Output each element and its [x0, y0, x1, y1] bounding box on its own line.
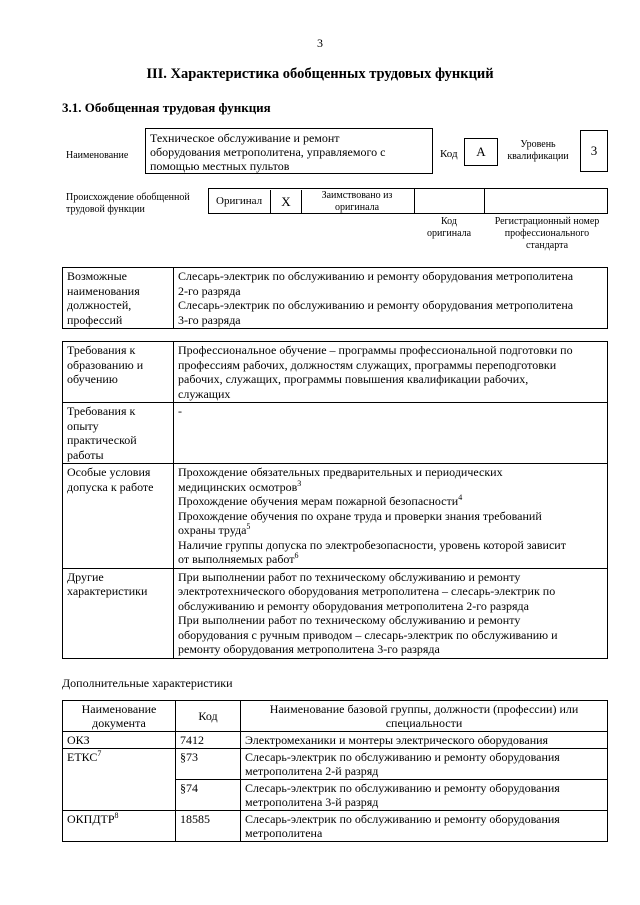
origin-divider: [414, 188, 415, 214]
footnote-mark: 6: [294, 551, 299, 560]
doc-cell: ОКПДТР$^8$: [63, 811, 176, 842]
code-cell: 18585: [176, 811, 241, 842]
label-line: практической: [67, 433, 137, 447]
level-value: 3: [590, 143, 598, 158]
borrowed-label-line: оригинала: [334, 202, 380, 213]
qualification-level-label: [502, 139, 574, 163]
registration-number-caption: [486, 216, 608, 252]
footnote-mark: 4: [458, 493, 463, 502]
origin-label: [66, 192, 190, 216]
footnote-mark: 3: [297, 478, 302, 488]
value-line: -: [178, 404, 182, 418]
value-line: 3-го разряда: [178, 312, 241, 327]
col-header-name: Наименование базовой группы, должности (профессии) или специальности: [241, 701, 608, 732]
label-line: профессий: [67, 312, 123, 327]
code-cell: §74: [176, 780, 241, 811]
admission-label: [63, 464, 174, 569]
col-header-document: Наименование документа: [63, 701, 176, 732]
positions-value: [174, 268, 608, 329]
name-label: Наименование: [66, 150, 129, 161]
subsection-title: 3.1. Обобщенная трудовая функция: [62, 100, 271, 115]
col-header-code: Код: [176, 701, 241, 732]
education-label: [63, 342, 174, 403]
footnote-mark: 8: [114, 811, 119, 820]
code-label: Код: [440, 148, 458, 160]
value-line: Слесарь-электрик по обслуживанию и ремонту оборудования метрополитена: [178, 298, 574, 312]
function-name-box: [145, 128, 433, 174]
value-line: медицинских осмотров$^3$: [178, 478, 302, 494]
value-line: рабочих, служащих, программы повышения квалификации рабочих,: [178, 372, 529, 386]
value-line: от выполняемых работ$^6$: [178, 551, 299, 566]
label-line: Другие: [67, 569, 104, 584]
level-label-line: квалификации: [507, 151, 569, 162]
value-line: При выполнении работ по техническому обслуживанию и ремонту: [178, 613, 521, 627]
value-line: Профессиональное обучение – программы профессиональной подготовки по: [178, 343, 573, 357]
name-cell: Электромеханики и монтеры электрического оборудования: [241, 732, 608, 749]
value-line: Наличие группы допуска по электробезопасности, уровень которой зависит: [178, 537, 566, 552]
doc-cell: ЕТКС$^7$: [63, 749, 176, 811]
name-cell: Слесарь-электрик по обслуживанию и ремонту оборудования метрополитена 2-й разряд: [241, 749, 608, 780]
value-line: Слесарь-электрик по обслуживанию и ремонту оборудования метрополитена: [178, 269, 574, 283]
value-line: Прохождение обучения по охране труда и проверки знания требований: [178, 508, 542, 523]
origin-label-line: трудовой функции: [66, 204, 145, 215]
label-line: Особые условия: [67, 465, 151, 479]
other-value: [174, 568, 608, 658]
caption-line: профессионального: [504, 228, 590, 239]
name-cell: Слесарь-электрик по обслуживанию и ремонту оборудования метрополитена 3-й разряд: [241, 780, 608, 811]
label-line: допуска к работе: [67, 479, 154, 494]
admission-value: [174, 464, 608, 569]
footnote-mark: 5: [246, 522, 251, 531]
table-row: [63, 749, 608, 780]
requirements-table: [62, 341, 608, 659]
origin-label-line: Происхождение обобщенной: [66, 192, 190, 203]
name-cell: Слесарь-электрик по обслуживанию и ремонту оборудования метрополитена: [241, 811, 608, 842]
table-row: [63, 568, 608, 658]
doc-cell: ОКЗ: [63, 732, 176, 749]
positions-table: [62, 267, 608, 329]
code-value: А: [476, 144, 486, 159]
experience-value: [174, 403, 608, 464]
borrowed-label-line: Заимствовано из: [321, 190, 393, 201]
value-line: Прохождение обучения мерам пожарной безопасности$^4$: [178, 493, 463, 508]
value-line: ремонту оборудования метрополитена 3-го разряда: [178, 642, 440, 656]
experience-label: [63, 403, 174, 464]
label-line: Возможные: [67, 269, 127, 283]
label-line: наименования: [67, 283, 140, 298]
label-line: образованию и: [67, 357, 144, 372]
label-line: работы: [67, 447, 104, 462]
label-line: Требования к: [67, 343, 136, 357]
code-cell: §73: [176, 749, 241, 780]
table-row: [63, 732, 608, 749]
code-cell: 7412: [176, 732, 241, 749]
borrowed-label: [300, 190, 414, 214]
value-line: профессиям рабочих, должностям служащих, программы переподготовки: [178, 357, 557, 372]
caption-line: Регистрационный номер: [494, 216, 600, 227]
label-line: Требования к: [67, 404, 136, 418]
section-title: III. Характеристика обобщенных трудовых функций: [146, 66, 494, 82]
label-line: обучению: [67, 372, 118, 386]
table-row: [63, 268, 608, 329]
caption-line: Код: [441, 216, 457, 227]
table-row: [63, 464, 608, 569]
label-line: характеристики: [67, 584, 148, 598]
value-line: обслуживанию и ремонту оборудования метрополитена 2-го разряда: [178, 598, 529, 613]
level-label-line: Уровень: [520, 139, 556, 150]
table-row: [63, 342, 608, 403]
origin-divider: [484, 188, 485, 214]
footnote-mark: 7: [97, 749, 102, 758]
education-value: [174, 342, 608, 403]
page-number: 3: [317, 36, 323, 50]
positions-label: [63, 268, 174, 329]
value-line: Прохождение обязательных предварительных и периодических: [178, 465, 503, 479]
value-line: оборудования с ручным приводом – слесарь-электрик по обслуживанию и: [178, 627, 558, 642]
caption-line: стандарта: [525, 240, 569, 251]
value-line: При выполнении работ по техническому обслуживанию и ремонту: [178, 569, 521, 584]
label-line: должностей,: [67, 298, 132, 312]
level-value-box: [580, 130, 608, 172]
additional-characteristics-title: Дополнительные характеристики: [62, 676, 233, 690]
table-header-row: [63, 701, 608, 732]
function-name-line: Техническое обслуживание и ремонт: [150, 131, 340, 145]
label-line: опыту: [67, 418, 99, 433]
table-row: [63, 403, 608, 464]
function-name-line: помощью местных пультов: [150, 159, 290, 173]
table-row: [63, 811, 608, 842]
original-mark: X: [270, 190, 302, 214]
other-label: [63, 568, 174, 658]
function-name-line: оборудования метрополитена, управляемого с: [150, 145, 386, 159]
additional-characteristics-table: [62, 700, 608, 842]
value-line: служащих: [178, 386, 231, 401]
original-label: Оригинал: [216, 195, 263, 207]
caption-line: оригинала: [426, 228, 472, 239]
code-value-box: [464, 138, 498, 166]
value-line: 2-го разряда: [178, 283, 241, 298]
original-code-caption: [414, 216, 484, 240]
value-line: электротехнического оборудования метрополитена – слесарь-электрик по: [178, 584, 556, 598]
value-line: охраны труда$^5$: [178, 522, 251, 537]
